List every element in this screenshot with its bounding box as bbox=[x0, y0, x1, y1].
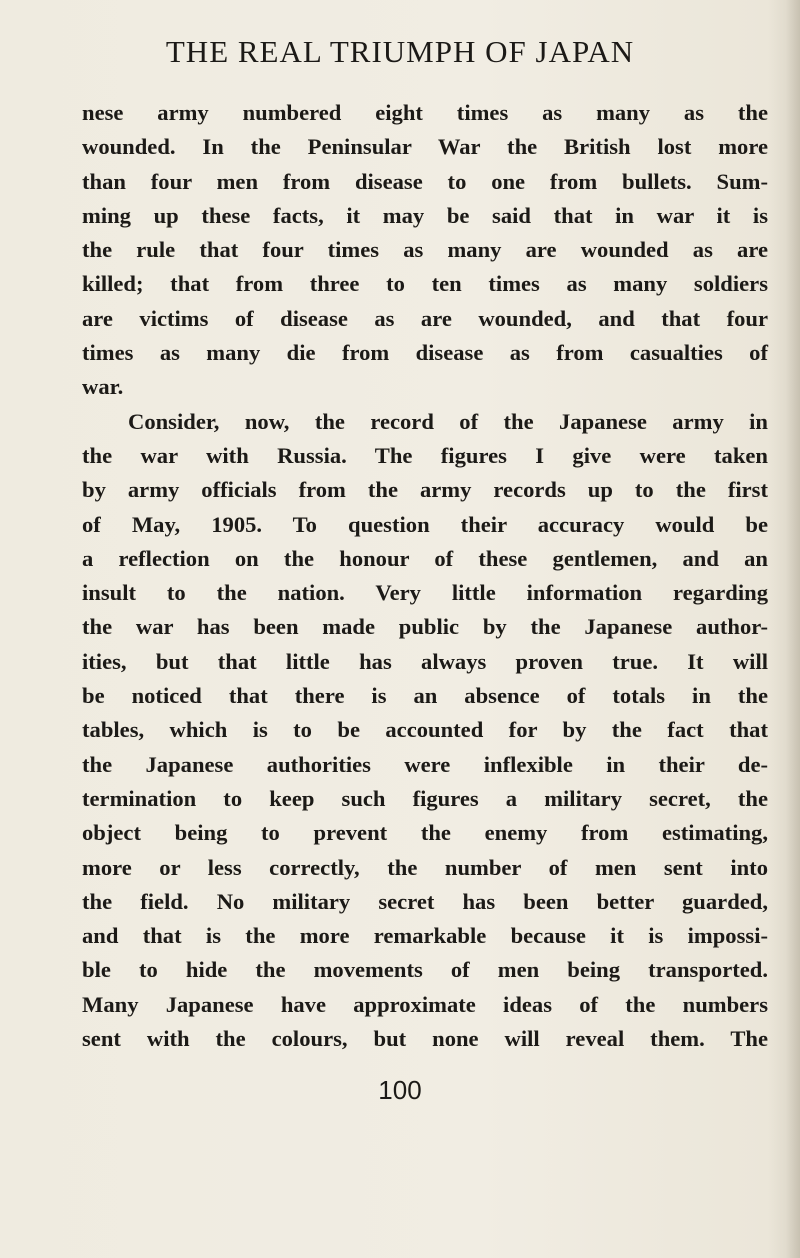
text-line: the war has been made public by the Japanese author- bbox=[82, 614, 768, 640]
text-line: the Japanese authorities were inflexible in their de- bbox=[82, 751, 768, 777]
text-line: the rule that four times as many are wounded as are bbox=[82, 237, 768, 263]
paragraph-1 bbox=[82, 96, 768, 405]
text-line: by army officials from the army records up to the first bbox=[82, 477, 768, 503]
text-line: the field. No military secret has been better guarded, bbox=[82, 888, 768, 914]
text-line: ming up these facts, it may be said that in war it is bbox=[82, 202, 768, 228]
text-line: war. bbox=[82, 374, 124, 400]
page-edge-shadow bbox=[786, 0, 800, 1258]
text-line: be noticed that there is an absence of totals in the bbox=[82, 683, 768, 709]
running-head: THE REAL TRIUMPH OF JAPAN bbox=[165, 34, 635, 69]
text-line: and that is the more remarkable because it is impossi- bbox=[82, 923, 768, 949]
text-line: wounded. In the Peninsular War the British lost more bbox=[82, 134, 768, 160]
text-line: of May, 1905. To question their accuracy would be bbox=[82, 511, 768, 537]
text-line: the war with Russia. The figures I give were taken bbox=[82, 442, 768, 468]
text-line: times as many die from disease as from casualties of bbox=[82, 340, 768, 366]
text-line: than four men from disease to one from bullets. Sum- bbox=[82, 168, 768, 194]
text-line: are victims of disease as are wounded, and that four bbox=[82, 305, 768, 331]
text-line: ble to hide the movements of men being transported. bbox=[82, 957, 768, 983]
text-line: nese army numbered eight times as many as the bbox=[82, 100, 768, 125]
text-line: Consider, now, the record of the Japanese army in bbox=[128, 408, 768, 434]
text-line: Many Japanese have approximate ideas of the numbers bbox=[82, 991, 768, 1017]
body-text bbox=[82, 96, 768, 1056]
text-line: ities, but that little has always proven true. It will bbox=[82, 648, 768, 674]
text-line: sent with the colours, but none will reveal them. The bbox=[82, 1026, 768, 1052]
text-line: object being to prevent the enemy from estimating, bbox=[82, 820, 768, 846]
text-line: termination to keep such figures a military secret, the bbox=[82, 785, 768, 811]
text-line: killed; that from three to ten times as many soldiers bbox=[82, 271, 768, 297]
text-line: a reflection on the honour of these gentlemen, and an bbox=[82, 545, 768, 571]
text-line: more or less correctly, the number of men sent into bbox=[82, 854, 768, 880]
page-number: 100 bbox=[378, 1075, 422, 1105]
paragraph-2 bbox=[82, 405, 768, 1057]
text-line: insult to the nation. Very little information regarding bbox=[82, 580, 768, 606]
text-line: tables, which is to be accounted for by the fact that bbox=[82, 717, 768, 743]
